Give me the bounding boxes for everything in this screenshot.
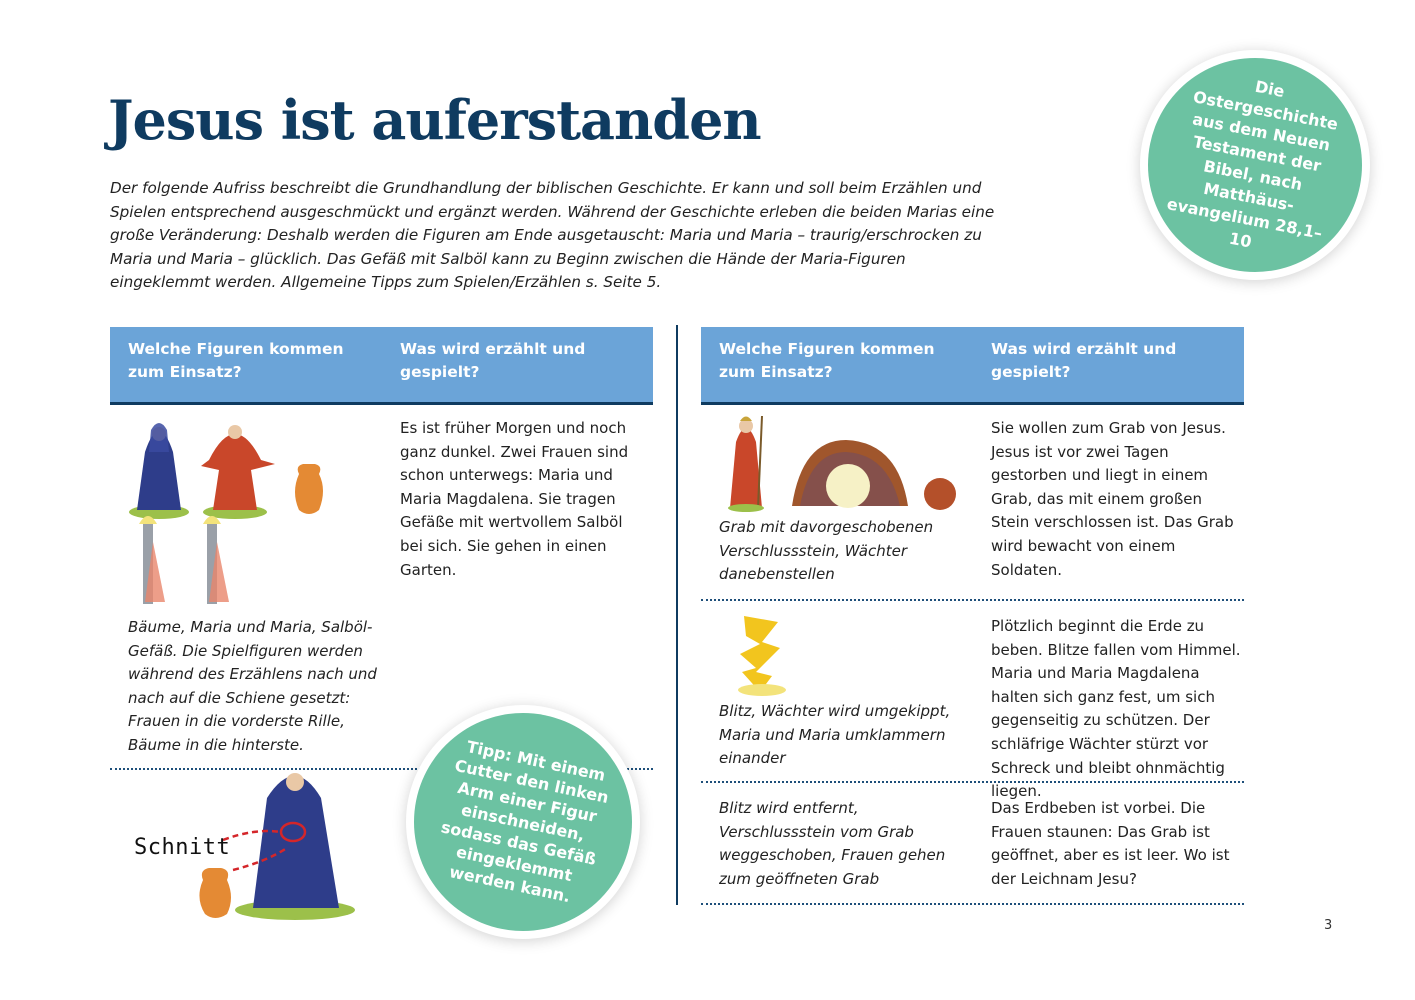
tip-badge-text: Tipp: Mit einem Cutter den linken Arm einer Figur einschneiden, sodass das Gefäß eingeklemmt werden kann. [439, 736, 611, 906]
header-figures: Welche Figuren kommen zum Einsatz? [719, 340, 935, 381]
tip-badge [414, 713, 632, 931]
right-row3-figures: Blitz wird entfernt, Verschlussstein vom Grab weggeschoben, Frauen gehen zum geöffneten Grab [719, 799, 946, 888]
marias-trees-jar-illustration [125, 412, 335, 612]
header-story: Was wird erzählt und gespielt? [991, 340, 1177, 381]
cut-label: Schnitt [134, 835, 231, 860]
right-row3-story: Das Erdbeben ist vorbei. Die Frauen staunen: Das Grab ist geöffnet, aber es ist leer. Wo ist der Leichnam Jesu? [991, 799, 1230, 888]
right-row-separator-2 [701, 781, 1244, 783]
source-badge [1148, 58, 1362, 272]
left-table [110, 327, 653, 405]
left-row1-figures: Bäume, Maria und Maria, Salböl-Gefäß. Die Spielfiguren werden während des Erzählens nach und nach auf die Schiene gesetzt: Frauen in die vorderste Rille, Bäume in die hinterste. [128, 618, 377, 754]
left-table-header [110, 327, 653, 405]
right-row1-figures: Grab mit davorgeschobenen Verschlussstein, Wächter danebenstellen [719, 518, 934, 584]
right-row2-figures: Blitz, Wächter wird umgekippt, Maria und Maria umklammern einander [719, 702, 951, 768]
right-row2-story: Plötzlich beginnt die Erde zu beben. Blitze fallen vom Himmel. Maria und Maria Magdalena halten sich ganz fest, um sich gegenseitig zu schützen. Der schläfrige Wächter stürzt vor Schreck und bleibt ohnmächtig liegen. [991, 617, 1241, 801]
left-row1-story: Es ist früher Morgen und noch ganz dunkel. Zwei Frauen sind schon unterwegs: Maria und Maria Magdalena. Sie tragen Gefäße mit wertvollem Salböl bei sich. Sie gehen in einen Garten. [400, 419, 629, 579]
right-table-header [701, 327, 1244, 405]
page-number: 3 [1324, 918, 1333, 933]
lightning-illustration [734, 612, 794, 696]
right-row-separator-3 [701, 903, 1244, 905]
right-row1-story: Sie wollen zum Grab von Jesus. Jesus ist vor zwei Tagen gestorben und liegt in einem Grab, das mit einem großen Stein verschlossen ist. Das Grab wird bewacht von einem Soldaten. [991, 419, 1234, 579]
header-story: Was wird erzählt und gespielt? [400, 340, 586, 381]
right-table [701, 327, 1244, 405]
right-row-separator-1 [701, 599, 1244, 601]
intro-paragraph: Der folgende Aufriss beschreibt die Grundhandlung der biblischen Geschichte. Er kann und soll beim Erzählen und Spielen entsprechend ausgeschmückt und ergänzt werden. Während der Geschichte erleben die beiden Marias eine große Veränderung: Deshalb werden die Figuren am Ende ausgetauscht: Maria und Maria – traurig/erschrocken zu Maria und Maria – glücklich. Das Gefäß mit Salböl kann zu Beginn zwischen die Hände der Maria-Figuren eingeklemmt werden. Allgemeine Tipps zum Spielen/Erzählen s. Seite 5. [110, 179, 995, 292]
page-title: Jesus ist auferstanden [108, 88, 761, 152]
source-badge-text: Die Ostergeschichte aus dem Neuen Testament der Bibel, nach Matthäus-evangelium 28,1–10 [1165, 76, 1340, 252]
header-figures: Welche Figuren kommen zum Einsatz? [128, 340, 344, 381]
column-divider [676, 325, 678, 905]
tomb-guard-illustration [718, 412, 963, 512]
